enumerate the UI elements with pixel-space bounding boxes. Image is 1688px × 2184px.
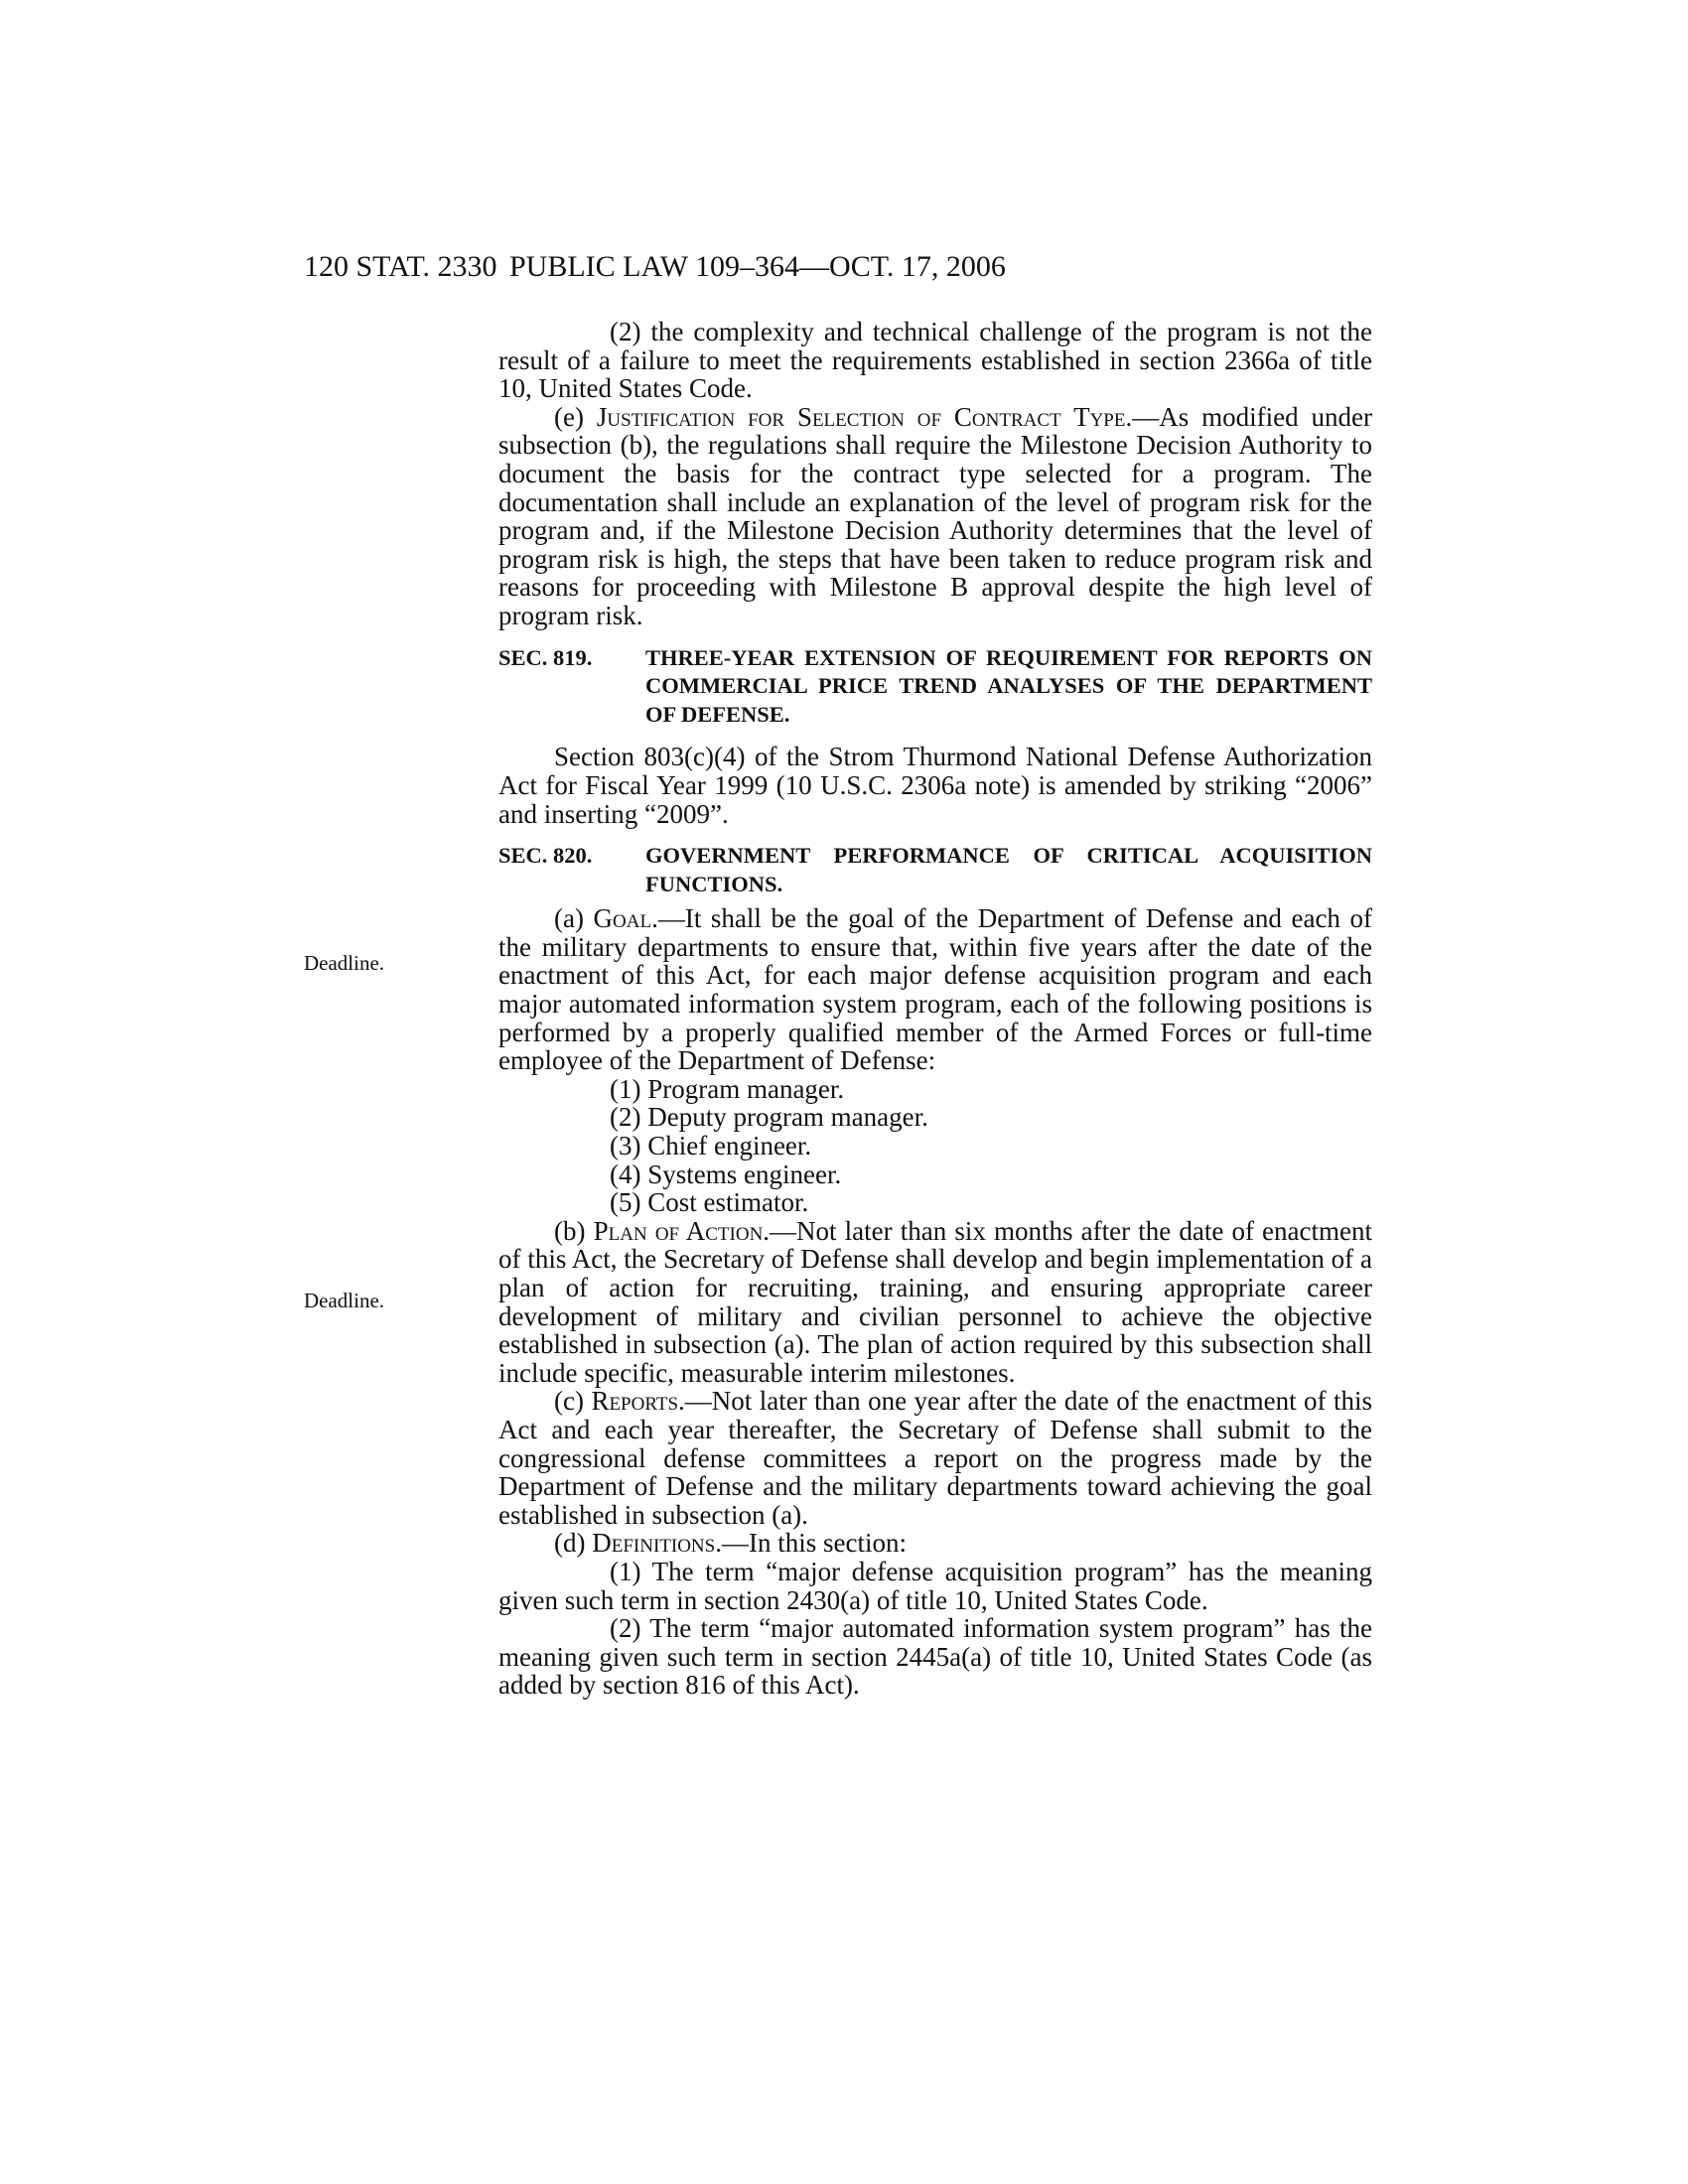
section-819-number: SEC. 819. bbox=[498, 644, 593, 670]
stat-page-number: 120 STAT. 2330 bbox=[304, 250, 497, 283]
position-item: (1) Program manager. bbox=[610, 1073, 845, 1104]
section-820-heading bbox=[498, 842, 1372, 898]
subsection-c-heading: Reports bbox=[591, 1386, 679, 1417]
body-text bbox=[498, 318, 1372, 1700]
paragraph-2-continued: (2) the complexity and technical challenge of the program is not the result of a failure to meet the requirements established in section 2366a of title 10, United States Code. bbox=[498, 317, 1372, 404]
section-819-text: Section 803(c)(4) of the Strom Thurmond National Defense Authorization Act for Fiscal Year 1999 (10 U.S.C. 2306a note) is amended by striking “2006” and inserting “2009”. bbox=[498, 742, 1372, 829]
subsection-c-label: (c) bbox=[554, 1386, 592, 1417]
subsection-b-label: (b) bbox=[554, 1215, 594, 1246]
margin-note-deadline-b: Deadline. bbox=[304, 1289, 385, 1312]
subsection-d bbox=[498, 1529, 1372, 1558]
subsection-e-heading: Justification for Selection of Contract Type bbox=[596, 401, 1126, 432]
subsection-a-heading: Goal bbox=[593, 903, 652, 934]
position-item: (3) Chief engineer. bbox=[610, 1131, 812, 1161]
subsection-d-heading: Definitions bbox=[592, 1528, 716, 1559]
running-title: PUBLIC LAW 109–364—OCT. 17, 2006 bbox=[509, 250, 1006, 283]
subsection-c-text: .—Not later than one year after the date of the enactment of this Act and each year thereafter, the Secretary of Defense shall submit to the congressional defense committees a report on the progress made by the Department of Defense and the military departments toward achieving the goal established in subsection (a). bbox=[498, 1386, 1373, 1530]
section-819-heading bbox=[498, 644, 1372, 730]
subsection-a bbox=[498, 904, 1372, 1075]
margin-note-deadline-a: Deadline. bbox=[304, 951, 385, 975]
position-item: (4) Systems engineer. bbox=[610, 1159, 842, 1189]
definition-1: (1) The term “major defense acquisition program” has the meaning given such term in section 2430(a) of title 10, United States Code. bbox=[498, 1556, 1372, 1615]
subsection-a-label: (a) bbox=[554, 903, 594, 934]
position-item: (2) Deputy program manager. bbox=[610, 1102, 928, 1133]
section-820-number: SEC. 820. bbox=[498, 843, 593, 869]
subsection-b-text: .—Not later than six months after the date of enactment of this Act, the Secretary of Defense shall develop and begin implementation of a plan of action for recruiting, training, and ensuring appropriate career development of military and civilian personnel to achieve the objective established in subsection (a). The plan of action required by this subsection shall include specific, measurable interim milestones. bbox=[498, 1215, 1372, 1388]
subsection-e-label: (e) bbox=[554, 401, 597, 432]
subsection-d-label: (d) bbox=[554, 1528, 593, 1559]
section-820-title: GOVERNMENT PERFORMANCE OF CRITICAL ACQUISITION FUNCTIONS. bbox=[645, 843, 1372, 896]
subsection-d-text: .—In this section: bbox=[715, 1528, 907, 1559]
subsection-b bbox=[498, 1217, 1372, 1388]
subsection-e bbox=[498, 403, 1372, 630]
section-819-title: THREE-YEAR EXTENSION OF REQUIREMENT FOR REPORTS ON COMMERCIAL PRICE TREND ANALYSES OF THE DEPARTMENT OF DEFENSE. bbox=[645, 644, 1372, 727]
subsection-e-text: .—As modified under subsection (b), the regulations shall require the Milestone Decision Authority to document the basis for the contract type selected for a program. The documentation shall include an explanation of the level of program risk for the program and, if the Milestone Decision Authority determines that the level of program risk is high, the steps that have been taken to reduce program risk and reasons for proceeding with Milestone B approval despite the high level of program risk. bbox=[498, 401, 1372, 630]
definition-2: (2) The term “major automated information system program” has the meaning given such term in section 2445a(a) of title 10, United States Code (as added by section 816 of this Act). bbox=[498, 1613, 1372, 1701]
subsection-b-heading: Plan of Action bbox=[593, 1215, 764, 1246]
running-header bbox=[0, 250, 1688, 290]
subsection-a-text: .—It shall be the goal of the Department of Defense and each of the military departments to ensure that, within five years after the date of the enactment of this Act, for each major defense acquisition program and each major automated information system program, each of the following positions is performed by a properly qualified member of the Armed Forces or full-time employee of the Department of Defense: bbox=[498, 903, 1372, 1076]
position-item: (5) Cost estimator. bbox=[610, 1187, 809, 1218]
subsection-c bbox=[498, 1387, 1372, 1529]
